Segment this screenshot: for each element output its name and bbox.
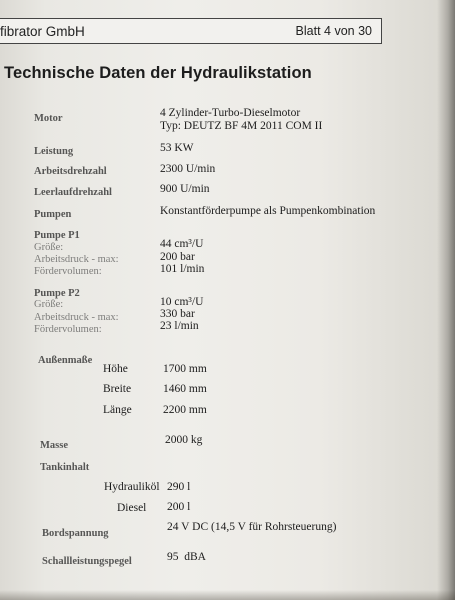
hoehe-label: Höhe — [103, 363, 128, 375]
diesel-value: 200 l — [167, 501, 191, 513]
page-edge-shadow — [437, 0, 455, 600]
arbeitsdrehzahl-value: 2300 U/min — [160, 163, 216, 175]
company-name: fibrator GmbH — [0, 24, 85, 39]
masse-label: Masse — [40, 440, 68, 451]
motor-label: Motor — [34, 113, 63, 124]
p1-volumen-label: Fördervolumen: — [34, 266, 102, 277]
motor-line-2: Typ: DEUTZ BF 4M 2011 COM II — [160, 120, 323, 132]
tankinhalt-label: Tankinhalt — [40, 462, 90, 473]
bordspannung-label: Bordspannung — [42, 528, 109, 539]
leerlaufdrehzahl-value: 900 U/min — [160, 183, 210, 195]
breite-value: 1460 mm — [163, 383, 207, 395]
breite-label: Breite — [103, 383, 132, 395]
pumpe-p2-label: Pumpe P2 — [34, 288, 80, 299]
p2-volumen-value: 23 l/min — [160, 320, 199, 332]
p2-druck-label: Arbeitsdruck - max: — [34, 312, 119, 323]
page-bottom-edge — [0, 590, 455, 600]
leerlaufdrehzahl-label: Leerlaufdrehzahl — [34, 187, 112, 198]
hydraulikoel-value: 290 l — [167, 481, 191, 493]
pumpen-label: Pumpen — [34, 209, 72, 220]
pumpen-value: Konstantförderpumpe als Pumpenkombination — [160, 205, 376, 217]
arbeitsdrehzahl-label: Arbeitsdrehzahl — [34, 166, 107, 177]
p1-volumen-value: 101 l/min — [160, 263, 205, 275]
p2-druck-value: 330 bar — [160, 308, 195, 320]
masse-value: 2000 kg — [165, 434, 203, 446]
schallleistungspegel-value: 95 dBA — [167, 551, 206, 563]
p1-groesse-label: Größe: — [34, 242, 64, 253]
p2-groesse-value: 10 cm³/U — [160, 296, 204, 308]
p2-groesse-label: Größe: — [34, 299, 64, 310]
bordspannung-value: 24 V DC (14,5 V für Rohrsteuerung) — [167, 521, 337, 533]
motor-line-1: 4 Zylinder-Turbo-Dieselmotor — [160, 107, 301, 119]
sheet-number: Blatt 4 von 30 — [295, 24, 372, 38]
p2-volumen-label: Fördervolumen: — [34, 324, 102, 335]
hoehe-value: 1700 mm — [163, 363, 207, 375]
diesel-label: Diesel — [117, 502, 147, 514]
leistung-value: 53 KW — [160, 142, 194, 154]
leistung-label: Leistung — [34, 146, 74, 157]
hydraulikoel-label: Hydrauliköl — [104, 481, 160, 493]
aussenmasse-label: Außenmaße — [38, 355, 93, 366]
p1-druck-label: Arbeitsdruck - max: — [34, 254, 119, 265]
p1-druck-value: 200 bar — [160, 251, 195, 263]
p1-groesse-value: 44 cm³/U — [160, 238, 204, 250]
laenge-value: 2200 mm — [163, 404, 207, 416]
pumpe-p1-label: Pumpe P1 — [34, 230, 80, 241]
laenge-label: Länge — [103, 404, 132, 416]
schallleistungspegel-label: Schallleistungspegel — [42, 556, 132, 567]
page-title: Technische Daten der Hydraulikstation — [4, 64, 312, 82]
